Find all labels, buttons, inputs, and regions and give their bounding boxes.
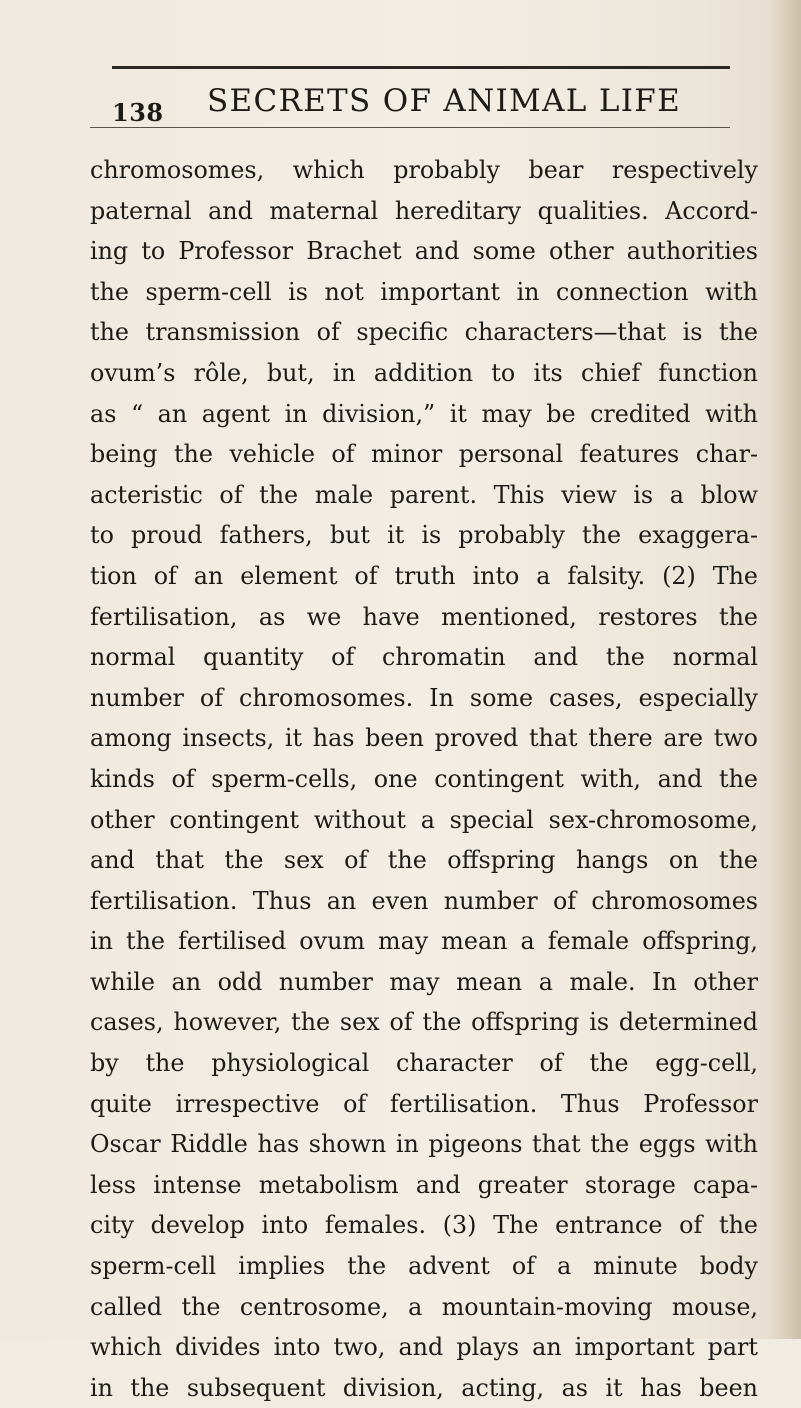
- text-line: paternal and maternal hereditary qualities. Accord-: [90, 196, 758, 225]
- text-line: chromosomes, which probably bear respectively: [90, 156, 758, 184]
- text-line: less intense metabolism and greater storage capa-: [90, 1170, 758, 1199]
- text-line: in the fertilised ovum may mean a female offspring,: [90, 927, 758, 956]
- text-line: quite irrespective of fertilisation. Thus Professor: [90, 1089, 758, 1118]
- text-line: normal quantity of chromatin and the normal: [90, 643, 758, 672]
- text-line: in the subsequent division, acting, as it has been: [90, 1373, 758, 1402]
- text-line: called the centrosome, a mountain-moving mouse,: [90, 1292, 758, 1321]
- text-line: acteristic of the male parent. This view is a blow: [90, 480, 758, 509]
- text-line: Oscar Riddle has shown in pigeons that the eggs with: [90, 1130, 758, 1159]
- text-line: to proud fathers, but it is probably the exaggera-: [90, 521, 758, 550]
- page-edge-shadow: [767, 0, 801, 1339]
- text-line: being the vehicle of minor personal features char-: [90, 440, 758, 469]
- top-rule: [112, 66, 730, 69]
- page-number: 138: [112, 98, 164, 127]
- text-line: the transmission of specific characters—that is the: [90, 318, 758, 347]
- text-line: while an odd number may mean a male. In other: [90, 967, 758, 996]
- text-line: city develop into females. (3) The entrance of the: [90, 1211, 758, 1240]
- header-rule: [90, 127, 730, 128]
- text-line: as “ an agent in division,” it may be credited with: [90, 399, 758, 428]
- text-line: which divides into two, and plays an important part: [90, 1333, 758, 1362]
- body-text: [90, 150, 758, 1408]
- text-line: fertilisation, as we have mentioned, restores the: [90, 602, 758, 631]
- page-header: [112, 80, 712, 127]
- text-line: by the physiological character of the egg-cell,: [90, 1049, 758, 1078]
- text-line: fertilisation. Thus an even number of chromosomes: [90, 886, 758, 915]
- text-line: ing to Professor Brachet and some other authorities: [90, 237, 758, 266]
- text-line: among insects, it has been proved that there are two: [90, 724, 758, 753]
- text-line: cases, however, the sex of the offspring is determined: [90, 1008, 758, 1037]
- text-line: and that the sex of the offspring hangs on the: [90, 846, 758, 875]
- text-line: kinds of sperm-cells, one contingent with, and the: [90, 764, 758, 793]
- text-line: tion of an element of truth into a falsity. (2) The: [90, 561, 758, 590]
- text-line: sperm-cell implies the advent of a minute body: [90, 1252, 758, 1281]
- text-line: the sperm-cell is not important in connection with: [90, 277, 758, 306]
- text-line: number of chromosomes. In some cases, especially: [90, 683, 758, 712]
- running-title: SECRETS OF ANIMAL LIFE: [207, 83, 681, 119]
- text-line: ovum’s rôle, but, in addition to its chief function: [90, 358, 758, 387]
- text-line: other contingent without a special sex-chromosome,: [90, 805, 758, 834]
